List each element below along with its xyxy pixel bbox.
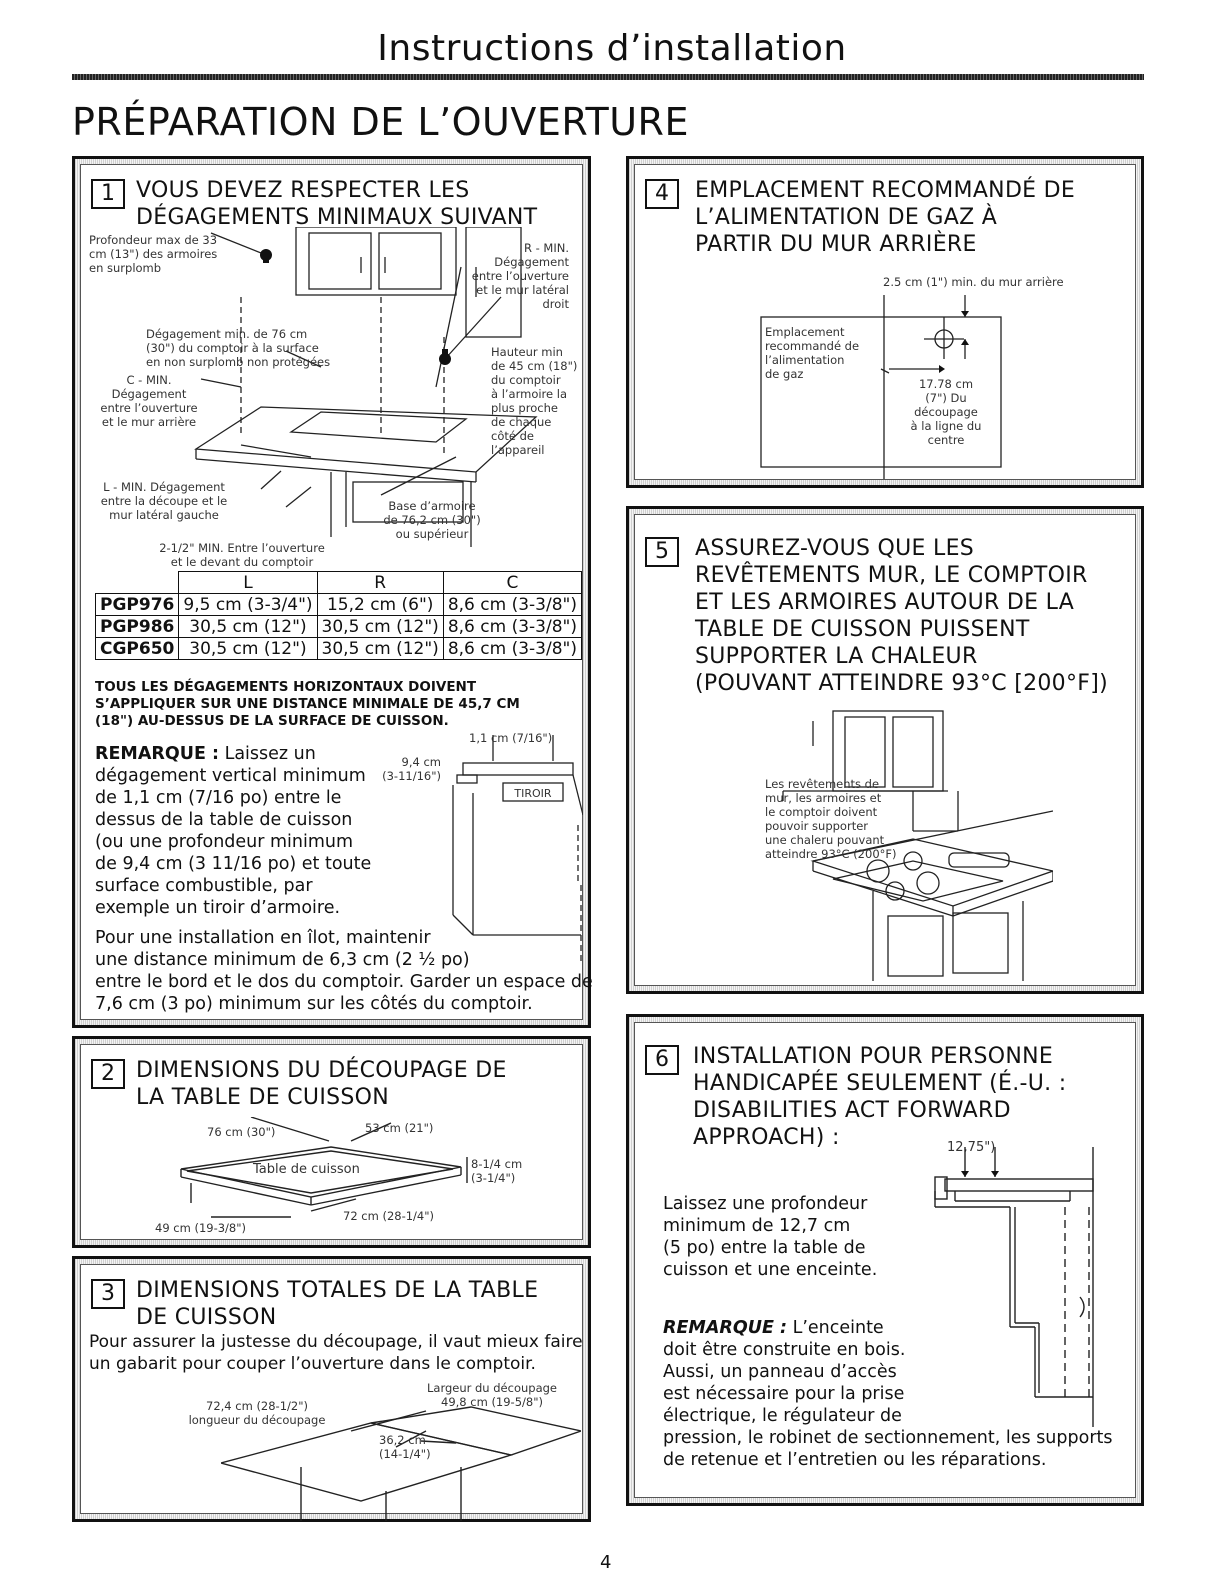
page-title: PRÉPARATION DE L’OUVERTURE bbox=[72, 100, 689, 144]
section-heading: INSTALLATION POUR PERSONNE HANDICAPÉE SEULEMENT (É.-U. : DISABILITIES ACT FORWARD APPROACH) : bbox=[693, 1044, 1067, 1150]
island-installation-note: Pour une installation en îlot, maintenir une distance minimum de 6,3 cm (2 ½ po) entre le bord et le dos du comptoir. Garder un espace de 7,6 cm (3 po) minimum sur les côtés du comptoir. bbox=[95, 928, 593, 1014]
section-5-heat-resistance bbox=[626, 506, 1144, 994]
label-c-min: C - MIN. Dégagement entre l’ouverture et le mur arrière bbox=[100, 373, 198, 429]
header-rule bbox=[72, 74, 1144, 80]
section-number: 6 bbox=[645, 1045, 679, 1075]
label-8-1-4cm: 8-1/4 cm (3-1/4") bbox=[471, 1157, 523, 1185]
table-row: CGP650 30,5 cm (12") 30,5 cm (12") 8,6 cm (3-3/8") bbox=[96, 638, 582, 660]
section-heading: VOUS DEVEZ RESPECTER LES DÉGAGEMENTS MINIMAUX SUIVANT bbox=[136, 178, 538, 230]
table-header-row: L R C bbox=[96, 572, 582, 594]
section-4-gas-supply bbox=[626, 156, 1144, 488]
label-longueur-decoupage: 72,4 cm (28-1/2") longueur du découpage bbox=[188, 1399, 326, 1427]
label-clearance-76: Dégagement min. de 76 cm (30") du comptoir à la surface en non surplomb non protégées bbox=[146, 327, 331, 369]
label-49cm: 49 cm (19-3/8") bbox=[155, 1221, 247, 1235]
label-l-min: L - MIN. Dégagement entre la découpe et le mur latéral gauche bbox=[100, 480, 228, 522]
page-number: 4 bbox=[600, 1552, 612, 1573]
remark-vertical-clearance: REMARQUE : Laissez un dégagement vertical minimum de 1,1 cm (7/16 po) entre le dessus de la table de cuisson (ou une profondeur minimum de 9,4 cm (3 11/16 po) et toute surface combustible, par exemple un tiroir d’armoire. bbox=[95, 744, 372, 918]
template-note: Pour assurer la justesse du découpage, il vaut mieux faire un gabarit pour couper l’ouverture dans le comptoir. bbox=[89, 1332, 583, 1374]
section-heading: DIMENSIONS TOTALES DE LA TABLE DE CUISSON bbox=[136, 1278, 539, 1330]
label-76cm: 76 cm (30") bbox=[207, 1125, 276, 1139]
label-min-height: Hauteur min de 45 cm (18") du comptoir à l’armoire la plus proche de chaque côté de l’appareil bbox=[491, 345, 578, 457]
ada-depth-note: Laissez une profondeur minimum de 12,7 cm (5 po) entre la table de cuisson et une enceinte. bbox=[663, 1194, 878, 1280]
label-heat-note: Les revêtements de mur, les armoires et le comptoir doivent pouvoir supporter une chaleru pouvant atteindre 93°C (200°F) bbox=[765, 777, 897, 861]
label-9-4cm: 9,4 cm (3-11/16") bbox=[382, 755, 441, 783]
label-recommended-location: Emplacement recommandé de l’alimentation de gaz bbox=[765, 325, 860, 381]
drawer-label: TIROIR bbox=[514, 787, 552, 800]
section-heading: DIMENSIONS DU DÉCOUPAGE DE LA TABLE DE CUISSON bbox=[136, 1058, 507, 1110]
section-number: 3 bbox=[91, 1279, 125, 1309]
label-r-min: R - MIN. Dégagement entre l’ouverture et le mur latéral droit bbox=[471, 241, 569, 311]
label-2-5cm: 2.5 cm (1") min. du mur arrière bbox=[883, 275, 1064, 289]
section-2-cutout-dimensions bbox=[72, 1036, 591, 1248]
label-12-75: 12,75") bbox=[947, 1140, 996, 1155]
horizontal-clearance-warning: TOUS LES DÉGAGEMENTS HORIZONTAUX DOIVENT S’APPLIQUER SUR UNE DISTANCE MINIMALE DE 45,7 CM (18") AU-DESSUS DE LA SURFACE DE CUISSON. bbox=[95, 679, 520, 729]
table-row: PGP976 9,5 cm (3-3/4") 15,2 cm (6") 8,6 cm (3-3/8") bbox=[96, 594, 582, 616]
label-max-depth: Profondeur max de 33 cm (13") des armoires en surplomb bbox=[89, 233, 218, 275]
section-1-clearances bbox=[72, 156, 591, 1028]
page-header: Instructions d’installation bbox=[377, 28, 847, 69]
label-72cm: 72 cm (28-1/4") bbox=[343, 1209, 435, 1223]
label-53cm: 53 cm (21") bbox=[365, 1121, 434, 1135]
section-3-total-dimensions bbox=[72, 1256, 591, 1522]
section-6-ada-install bbox=[626, 1014, 1144, 1506]
ada-remark: REMARQUE : L’enceinte doit être construite en bois. Aussi, un panneau d’accès est nécessaire pour la prise électrique, le régulateur de pression, le robinet de sectionnement, les supports de retenue et l’entretien ou les réparations. bbox=[663, 1318, 1113, 1470]
label-1-1cm: 1,1 cm (7/16") bbox=[469, 731, 553, 745]
clearance-table bbox=[95, 571, 582, 660]
label-36-2cm: 36,2 cm (14-1/4") bbox=[379, 1433, 431, 1461]
section-number: 1 bbox=[91, 179, 125, 209]
section-number: 5 bbox=[645, 537, 679, 567]
table-row: PGP986 30,5 cm (12") 30,5 cm (12") 8,6 cm (3-3/8") bbox=[96, 616, 582, 638]
label-front-clearance: 2-1/2" MIN. Entre l’ouverture et le devant du comptoir bbox=[159, 541, 325, 569]
label-table-de-cuisson: Table de cuisson bbox=[253, 1162, 360, 1177]
label-17-78cm: 17.78 cm (7") Du découpage à la ligne du centre bbox=[910, 377, 982, 447]
label-base-cabinet: Base d’armoire de 76,2 cm (30") ou supérieur bbox=[383, 499, 481, 541]
section-number: 2 bbox=[91, 1059, 125, 1089]
section-heading: ASSUREZ-VOUS QUE LES REVÊTEMENTS MUR, LE COMPTOIR ET LES ARMOIRES AUTOUR DE LA TABLE DE CUISSON PUISSENT SUPPORTER LA CHALEUR (POUVANT ATTEINDRE 93°C [200°F]) bbox=[695, 536, 1108, 696]
section-heading: EMPLACEMENT RECOMMANDÉ DE L’ALIMENTATION DE GAZ À PARTIR DU MUR ARRIÈRE bbox=[695, 178, 1076, 257]
section-number: 4 bbox=[645, 179, 679, 209]
label-largeur-decoupage: Largeur du découpage 49,8 cm (19-5/8") bbox=[426, 1381, 557, 1409]
